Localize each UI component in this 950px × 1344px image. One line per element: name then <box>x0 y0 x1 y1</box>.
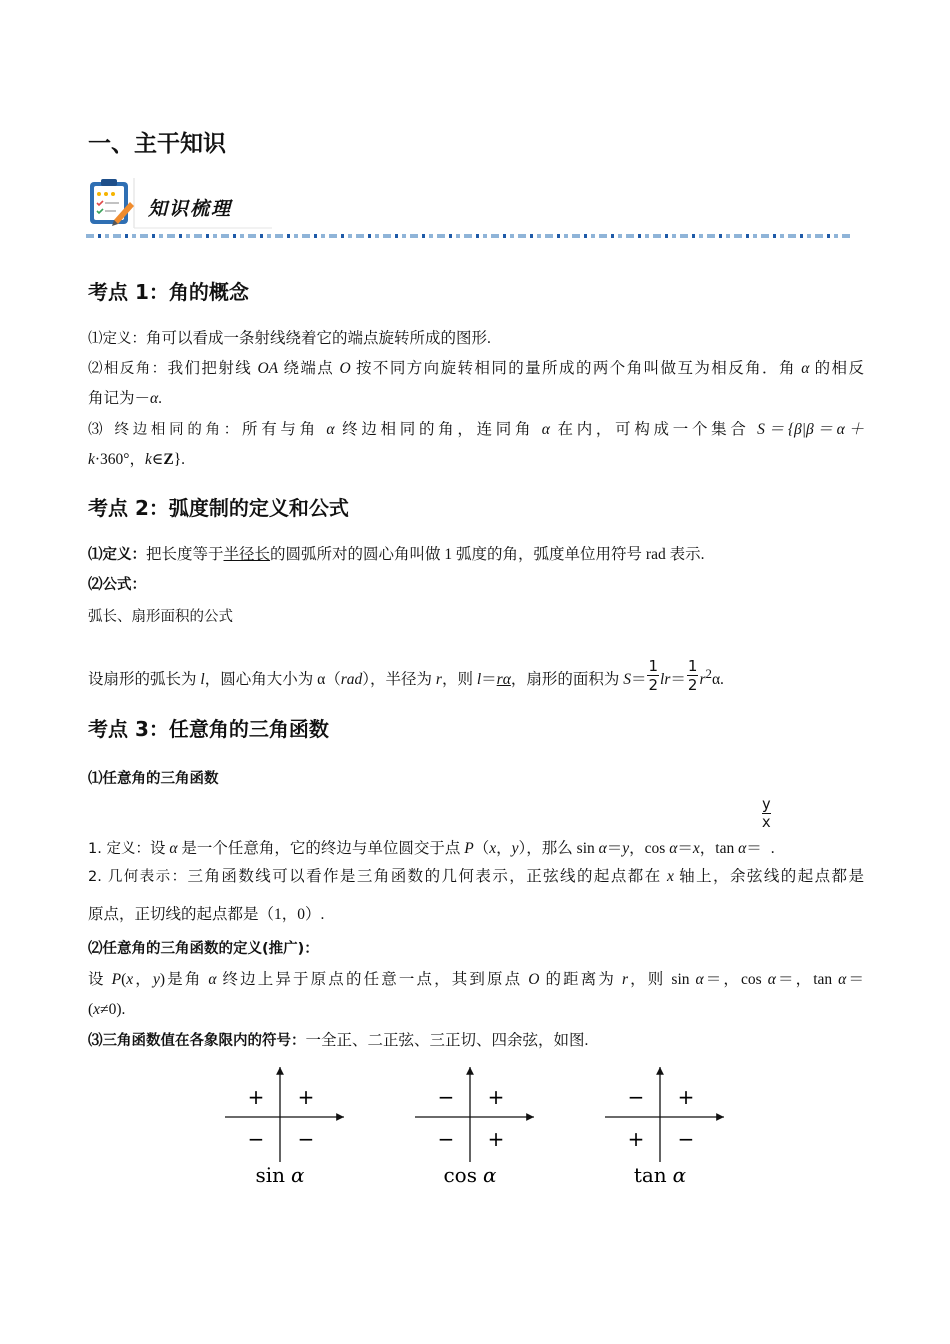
item-label: ⑵相反角： <box>88 361 168 377</box>
sign-q2: − <box>627 1085 645 1109</box>
sec2-title: 考点 2：弧度制的定义和公式 <box>88 496 349 520</box>
item-label: 1. 定义： <box>88 841 150 857</box>
text: ＝ <box>630 671 647 688</box>
text: ），那么 sin <box>518 840 599 857</box>
text: 所有与角 <box>241 421 327 438</box>
sin-label <box>255 1163 305 1187</box>
sec2-item1 <box>88 540 864 570</box>
text: r <box>435 671 442 688</box>
text: ∈ <box>151 451 164 468</box>
text: α <box>738 840 747 857</box>
tan-label <box>634 1163 687 1187</box>
sec1-title: 考点 1：角的概念 <box>88 280 249 304</box>
quadrant-diagrams-svg <box>220 1062 730 1192</box>
item-text: 角可以看成一条射线绕着它的端点旋转所成的图形. <box>146 330 491 347</box>
text: y <box>622 840 630 857</box>
text: 终边相同的角，连同角 <box>334 421 542 438</box>
alpha: α <box>483 1163 497 1187</box>
sec3-sub3 <box>88 1026 864 1056</box>
sign-q2: + <box>247 1085 265 1109</box>
text: 按不同方向旋转相同的量所成的两个角叫做互为相反角．角 <box>350 360 802 377</box>
cos-diagram <box>415 1067 534 1187</box>
text: α <box>326 421 335 438</box>
text: r <box>699 671 706 688</box>
text: 的圆弧所对的圆心角叫做 1 弧度的角，弧度单位用符号 rad 表示. <box>270 546 705 563</box>
text: ＝，tan <box>775 971 839 988</box>
sign-q4: + <box>487 1127 505 1151</box>
text: . <box>158 390 163 407</box>
text: x <box>93 1001 101 1018</box>
text: ＝ <box>670 671 686 688</box>
sec3-sub1: ⑴任意角的三角函数 <box>88 771 219 787</box>
text: )是角 <box>159 971 209 988</box>
text: ，圆心角大小为 α（ <box>204 671 341 688</box>
text: 在内，可构成一个集合 <box>549 421 758 438</box>
sign-q4: − <box>297 1127 315 1151</box>
sign-q1: + <box>487 1085 505 1109</box>
text: l <box>200 671 205 688</box>
text: x <box>489 840 497 857</box>
text: α <box>669 840 678 857</box>
text: 轴上，余弦线的起点都是 <box>673 868 864 885</box>
text: OA <box>257 360 279 377</box>
text: ，cos <box>629 840 670 857</box>
text: Z <box>163 451 174 468</box>
text: α <box>208 971 217 988</box>
text: lr <box>660 671 671 688</box>
item-label: ⑴定义： <box>88 547 146 563</box>
sign-q1: + <box>297 1085 315 1109</box>
sign-q3: − <box>247 1127 265 1151</box>
text: O <box>339 360 351 377</box>
text: 是一个任意角，它的终边与单位圆交于点 <box>177 840 465 857</box>
text: 绕端点 <box>278 360 340 377</box>
superscript: 2 <box>705 665 712 681</box>
text: P <box>111 971 122 988</box>
text: ＝ <box>846 971 864 988</box>
item-label: ⑶ 终边相同的角： <box>88 422 242 438</box>
alpha: α <box>672 1163 687 1187</box>
text: 终边上异于原点的任意一点，其到原点 <box>216 971 529 988</box>
text: ＝，cos <box>703 971 768 988</box>
text: α <box>150 390 159 407</box>
text: ， <box>133 971 153 988</box>
text: 原点，正切线的起点都是（1，0）. <box>88 906 325 923</box>
text: 设 <box>149 840 170 857</box>
text: y <box>511 840 519 857</box>
text: 设 <box>88 971 112 988</box>
fraction-half <box>647 657 659 694</box>
text: 设扇形的弧长为 <box>88 671 201 688</box>
text: α <box>695 971 704 988</box>
sign-q3: + <box>627 1127 645 1151</box>
text: }. <box>173 451 186 468</box>
item-label: ⑶三角函数值在各象限内的符号： <box>88 1033 306 1049</box>
sec2-subtitle: 弧长、扇形面积的公式 <box>88 609 233 625</box>
alpha: α <box>291 1163 305 1187</box>
text: l <box>476 671 482 688</box>
text: k <box>88 451 95 468</box>
text: O <box>528 971 540 988</box>
text: . <box>770 840 775 857</box>
text: ，则 sin <box>628 971 696 988</box>
text: 的相反 <box>809 360 864 377</box>
text: α <box>598 840 607 857</box>
numerator: 1 <box>648 657 659 675</box>
sign-q3: − <box>437 1127 455 1151</box>
text: ，tan <box>699 840 739 857</box>
text: 半径长 <box>223 546 271 563</box>
text: x <box>126 971 134 988</box>
text: α <box>801 360 810 377</box>
text: ( <box>88 1001 94 1018</box>
sec3-general <box>88 965 864 1025</box>
text: ＝ <box>606 840 623 857</box>
sec3-sub2: ⑵任意角的三角函数的定义(推广)： <box>88 941 319 957</box>
text: 把长度等于 <box>146 546 224 563</box>
sign-q2: − <box>437 1085 455 1109</box>
sec3-geometric <box>88 858 864 934</box>
text: x <box>666 868 674 885</box>
text: ·360°， <box>94 451 146 468</box>
item-label: ⑵公式： <box>88 577 146 593</box>
denominator: 2 <box>648 676 659 694</box>
fn-name: cos <box>443 1163 477 1187</box>
text: 三角函数线可以看作是三角函数的几何表示，正弦线的起点都在 <box>187 868 667 885</box>
text: k <box>145 451 152 468</box>
text: （ <box>473 840 490 857</box>
text: 一全正、二正弦、三正切、四余弦，如图. <box>305 1032 589 1049</box>
sec3-title: 考点 3：任意角的三角函数 <box>88 717 329 741</box>
cos-label <box>443 1163 497 1187</box>
text: ），半径为 <box>362 671 436 688</box>
text: P <box>464 840 474 857</box>
sign-q4: − <box>677 1127 695 1151</box>
sec2-formula <box>88 657 864 695</box>
text: ， <box>496 840 512 857</box>
text: 角记为－ <box>88 390 151 407</box>
text: ＝ <box>746 840 762 857</box>
sec1-item2 <box>88 354 864 414</box>
text: rα <box>496 671 511 688</box>
text: 我们把射线 <box>167 360 258 377</box>
text: ，则 <box>441 671 477 688</box>
text: x <box>692 840 700 857</box>
dashed-divider <box>86 234 850 238</box>
text: α. <box>711 671 724 688</box>
text: ，扇形的面积为 <box>510 671 624 688</box>
sign-q1: + <box>677 1085 695 1109</box>
text: S <box>623 671 631 688</box>
fraction-half <box>687 657 699 694</box>
denominator: 2 <box>687 676 698 694</box>
text: α <box>838 971 847 988</box>
item-label: ⑴定义： <box>88 331 146 347</box>
text: y <box>152 971 160 988</box>
quadrant-diagrams <box>220 1062 730 1192</box>
text: S＝{β|β＝α＋ <box>757 421 864 438</box>
text: r <box>621 971 629 988</box>
numerator: 1 <box>687 657 698 675</box>
denominator: x <box>761 813 771 831</box>
sin-diagram <box>225 1067 344 1187</box>
text: rad <box>340 671 363 688</box>
text: α <box>169 840 178 857</box>
tan-diagram <box>605 1067 724 1187</box>
sec1-item3 <box>88 415 864 475</box>
banner-title: 知识梳理 <box>148 198 233 220</box>
text: α <box>767 971 776 988</box>
text: ( <box>121 971 127 988</box>
text: ＝ <box>481 671 497 688</box>
text: 的距离为 <box>539 971 622 988</box>
item-label: 2. 几何表示： <box>88 869 188 885</box>
sec2-item2 <box>88 570 864 600</box>
text: α <box>541 421 550 438</box>
numerator: y <box>761 795 771 813</box>
fn-name: sin <box>255 1163 286 1187</box>
fn-name: tan <box>633 1163 667 1187</box>
sec1-item1 <box>88 324 864 354</box>
heading-main-knowledge: 一、主干知识 <box>88 131 226 157</box>
text: ≠0). <box>100 1001 126 1018</box>
text: ＝ <box>677 840 693 857</box>
fraction-y-over-x <box>762 796 771 831</box>
